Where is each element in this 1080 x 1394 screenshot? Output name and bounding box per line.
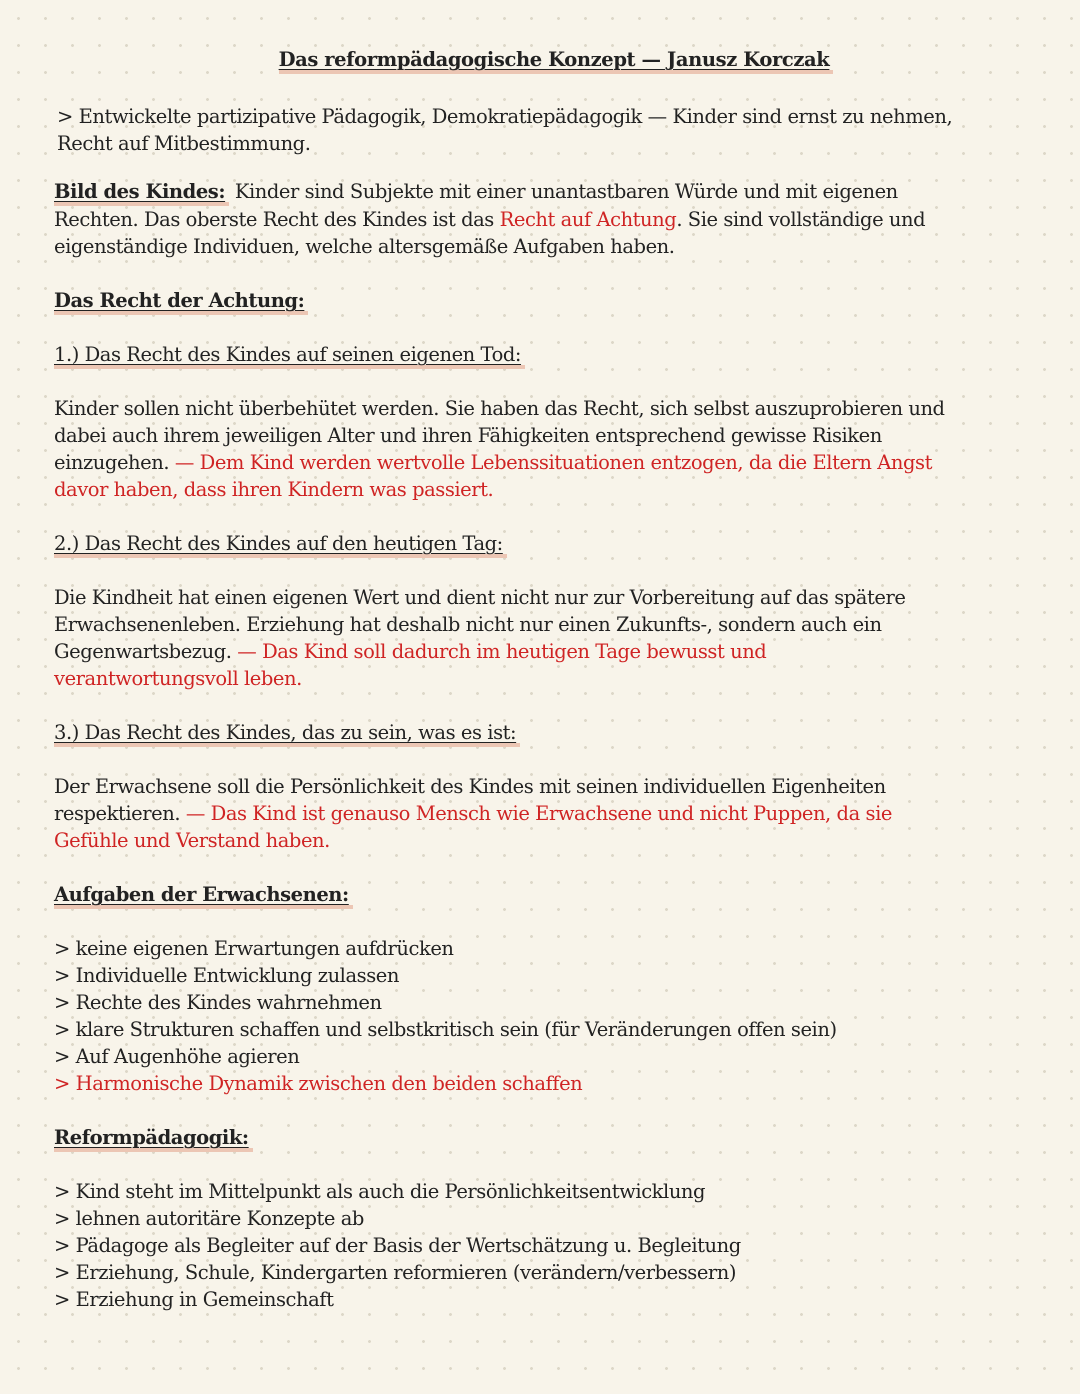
- paragraph-line: Der Erwachsene soll die Persönlichkeit des Kindes mit seinen individuellen Eigenheiten: [54, 775, 886, 798]
- paragraph-line: verantwortungsvoll leben.: [54, 667, 302, 690]
- list-item: > Erziehung in Gemeinschaft: [54, 1288, 334, 1311]
- bild-line: eigenständige Individuen, welche altersgemäße Aufgaben haben.: [54, 235, 675, 258]
- list-item: > Auf Augenhöhe agieren: [54, 1045, 300, 1068]
- paragraph-line: Gefühle und Verstand haben.: [54, 829, 330, 852]
- paragraph-line: respektieren. — Das Kind ist genauso Mensch wie Erwachsene und nicht Puppen, da sie: [54, 802, 892, 825]
- section-heading-aufgaben: Aufgaben der Erwachsenen:: [54, 881, 353, 908]
- list-item: > Rechte des Kindes wahrnehmen: [54, 991, 382, 1014]
- list-item: > klare Strukturen schaffen und selbstkritisch sein (für Veränderungen offen sein): [54, 1018, 837, 1041]
- paragraph-line: Kinder sollen nicht überbehütet werden. Sie haben das Recht, sich selbst auszuprobieren und: [54, 397, 945, 420]
- intro-line: Recht auf Mitbestimmung.: [57, 132, 311, 155]
- paragraph-line: dabei auch ihrem jeweiligen Alter und ihren Fähigkeiten entsprechend gewisse Risiken: [54, 424, 882, 447]
- paragraph-line: einzugehen. — Dem Kind werden wertvolle Lebenssituationen entzogen, da die Eltern Angst: [54, 451, 933, 474]
- subheading-recht-2: 2.) Das Recht des Kindes auf den heutigen Tag:: [54, 530, 507, 557]
- section-heading-reform: Reformpädagogik:: [54, 1124, 253, 1151]
- list-item: > keine eigenen Erwartungen aufdrücken: [54, 937, 454, 960]
- subheading-recht-3: 3.) Das Recht des Kindes, das zu sein, was es ist:: [54, 719, 520, 746]
- list-item: > Pädagoge als Begleiter auf der Basis der Wertschätzung u. Begleitung: [54, 1234, 741, 1257]
- paragraph-line: Die Kindheit hat einen eigenen Wert und dient nicht nur zur Vorbereitung auf das spätere: [54, 586, 906, 609]
- paragraph-line: davor haben, dass ihren Kindern was passiert.: [54, 478, 494, 501]
- list-item: > Erziehung, Schule, Kindergarten reformieren (verändern/verbessern): [54, 1261, 737, 1284]
- paragraph-line: Gegenwartsbezug. — Das Kind soll dadurch im heutigen Tage bewusst und: [54, 640, 767, 663]
- list-item: > Kind steht im Mittelpunkt als auch die Persönlichkeitsentwicklung: [54, 1180, 706, 1203]
- section-heading-achtung: Das Recht der Achtung:: [54, 287, 308, 314]
- bild-line: Bild des Kindes: Kinder sind Subjekte mit einer unantastbaren Würde und mit eigenen: [54, 178, 898, 205]
- list-item: > lehnen autoritäre Konzepte ab: [54, 1207, 364, 1230]
- bild-label: Bild des Kindes:: [54, 180, 229, 206]
- recht-auf-achtung-text: Recht auf Achtung: [499, 208, 677, 231]
- list-item: > Harmonische Dynamik zwischen den beiden schaffen: [54, 1072, 583, 1095]
- list-item: > Individuelle Entwicklung zulassen: [54, 964, 399, 987]
- subheading-recht-1: 1.) Das Recht des Kindes auf seinen eigenen Tod:: [54, 341, 525, 368]
- intro-line: > Entwickelte partizipative Pädagogik, Demokratiepädagogik — Kinder sind ernst zu nehmen,: [57, 105, 953, 128]
- page-title: Das reformpädagogische Konzept — Janusz Korczak: [0, 48, 1080, 71]
- paragraph-line: Erwachsenenleben. Erziehung hat deshalb nicht nur einen Zukunfts-, sondern auch ein: [54, 613, 882, 636]
- bild-line: Rechten. Das oberste Recht des Kindes ist das Recht auf Achtung. Sie sind vollständige und: [54, 208, 926, 231]
